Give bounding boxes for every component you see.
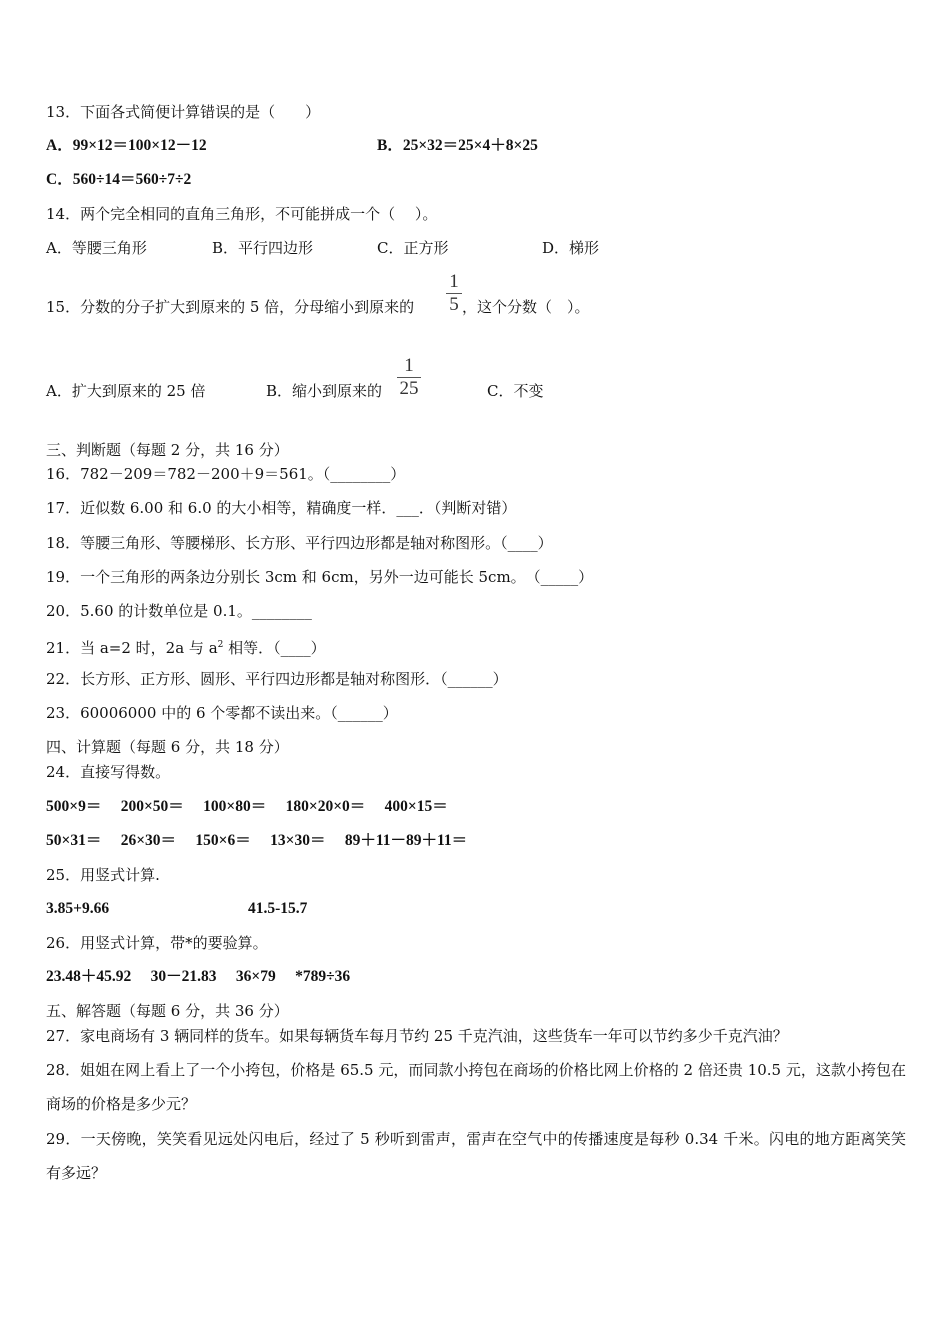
q24: 24．直接写得数。 — [46, 763, 171, 781]
q17: 17．近似数 6.00 和 6.0 的大小相等，精确度一样．___．（判断对错） — [46, 499, 517, 517]
q28: 28．姐姐在网上看上了一个小挎包，价格是 65.5 元，而同款小挎包在商场的价格比网上价格的 2 倍还贵 10.5 元，这款小挎包在商场的价格是多少元？ — [46, 1061, 906, 1113]
q25: 25．用竖式计算. — [46, 866, 160, 884]
q20: 20．5.60 的计数单位是 0.1。________ — [46, 602, 312, 620]
q14-option-b: B．平行四边形 — [212, 239, 314, 257]
q15-option-b-text: B．缩小到原来的 — [266, 382, 383, 400]
q14-option-d: D．梯形 — [542, 239, 600, 257]
q14-stem: 14．两个完全相同的直角三角形，不可能拼成一个（ ）。 — [46, 205, 438, 223]
section-5-title: 五、解答题（每题 6 分，共 36 分） — [46, 1002, 289, 1020]
q21-text-pre: 21．当 a=2 时，2a 与 a — [46, 639, 218, 657]
q27: 27．家电商场有 3 辆同样的货车。如果每辆货车每月节约 25 千克汽油，这些货车一年可以节约多少千克汽油？ — [46, 1027, 788, 1045]
section-3-title: 三、判断题（每题 2 分，共 16 分） — [46, 441, 289, 459]
q26-expressions: 23.48＋45.92 30－21.83 36×79 *789÷36 — [46, 968, 351, 985]
section-4-title: 四、计算题（每题 6 分，共 18 分） — [46, 738, 289, 756]
q21 — [46, 635, 326, 658]
q24-row-1: 500×9＝ 200×50＝ 100×80＝ 180×20×0＝ 400×15＝ — [46, 798, 448, 815]
q19: 19．一个三角形的两条边分别长 3cm 和 6cm，另外一边可能长 5cm。 （_____） — [46, 568, 594, 586]
q25-expression-b: 41.5-15.7 — [248, 900, 308, 917]
q15-option-b-numerator: 1 — [404, 355, 414, 376]
q29: 29．一天傍晚，笑笑看见远处闪电后，经过了 5 秒听到雷声，雷声在空气中的传播速度是每秒 0.34 千米。闪电的地方距离笑笑有多远？ — [46, 1130, 906, 1182]
q15-fraction-numerator: 1 — [449, 271, 459, 292]
q15-fraction-denominator: 5 — [449, 294, 459, 315]
q24-row-2: 50×31＝ 26×30＝ 150×6＝ 13×30＝ 89＋11－89＋11＝ — [46, 832, 468, 849]
q23: 23．60006000 中的 6 个零都不读出来。（______） — [46, 704, 398, 722]
q21-text-post: 相等．（____） — [223, 639, 326, 657]
q16: 16．782－209＝782－200＋9＝561。（________） — [46, 465, 406, 483]
q22: 22．长方形、正方形、圆形、平行四边形都是轴对称图形．（______） — [46, 670, 508, 688]
q18: 18．等腰三角形、等腰梯形、长方形、平行四边形都是轴对称图形。（____） — [46, 534, 553, 552]
q15-option-a: A．扩大到原来的 25 倍 — [46, 382, 206, 400]
q26: 26．用竖式计算，带*的要验算。 — [46, 934, 268, 952]
q21-exponent: 2 — [217, 640, 224, 650]
q25-expression-a: 3.85+9.66 — [46, 900, 110, 917]
q15-fraction — [446, 272, 462, 315]
q15-stem-pre: 15．分数的分子扩大到原来的 5 倍，分母缩小到原来的 — [46, 298, 415, 316]
q14-option-c: C．正方形 — [377, 239, 449, 257]
q15-option-b-denominator: 25 — [399, 378, 419, 399]
q13-option-c: C．560÷14＝560÷7÷2 — [46, 171, 192, 188]
q14-option-a: A．等腰三角形 — [46, 239, 147, 257]
q15-option-b-fraction — [397, 356, 421, 399]
q15-option-c: C．不变 — [487, 382, 544, 400]
q13-stem: 13．下面各式简便计算错误的是（ ） — [46, 103, 321, 121]
q13-option-b: B．25×32＝25×4＋8×25 — [377, 137, 538, 154]
q15-stem-post: ，这个分数（ ）。 — [462, 298, 590, 316]
q13-option-a: A．99×12＝100×12－12 — [46, 137, 207, 154]
